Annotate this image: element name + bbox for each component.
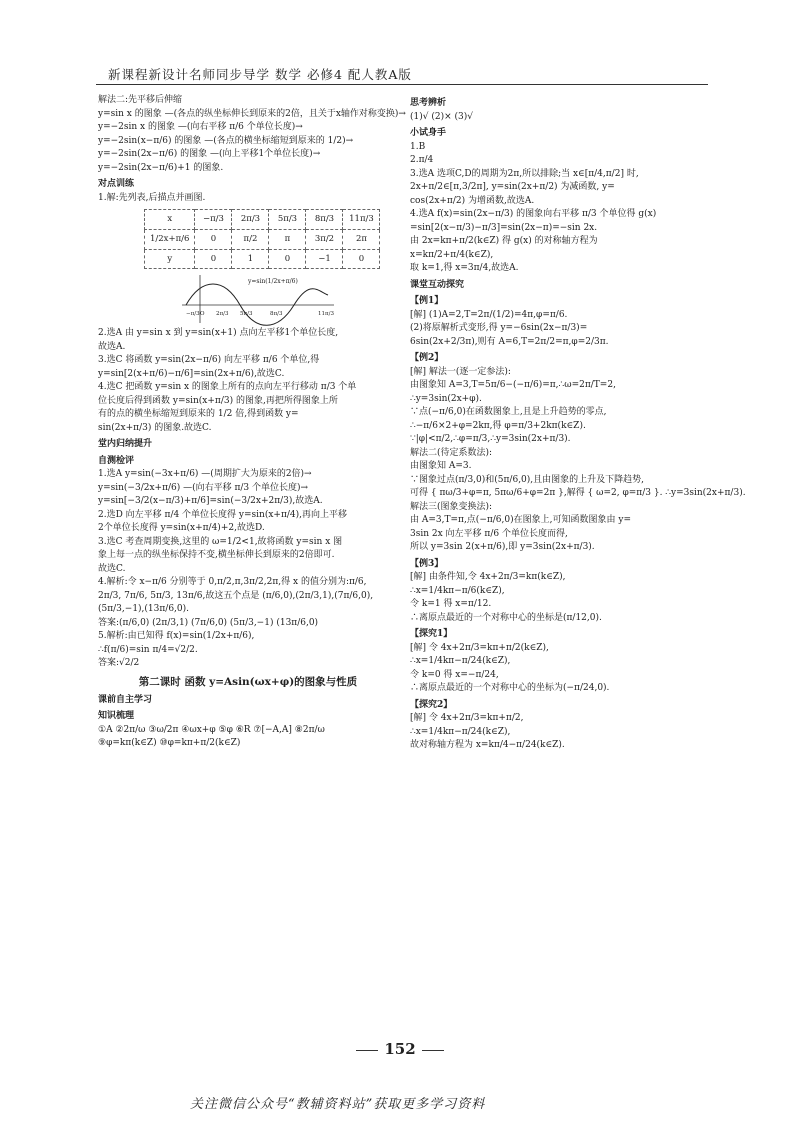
left-block-2 <box>98 327 398 671</box>
text-line: 小试身手 <box>410 128 447 138</box>
text-line: [解] 由条件知,令 4x+2π/3=kπ(k∈Z), <box>410 572 566 582</box>
table-cell: 8π/3 <box>306 210 343 230</box>
left-block-3 <box>98 694 398 751</box>
text-line: cos(2x+π/2) 为增函数,故选A. <box>410 195 535 206</box>
text-line: ∴x=1/4kπ−π/6(k∈Z), <box>410 585 505 596</box>
text-line: 象上每一点的纵坐标保持不变,横坐标伸长到原来的2倍即可. <box>98 550 335 561</box>
text-line: 4.选A f(x)=sin(2x−π/3) 的图象向右平移 π/3 个单位得 g(x) <box>410 209 657 219</box>
text-line: 由图象知 A=3,T=5π/6−(−π/6)=π,∴ω=2π/T=2, <box>410 380 616 390</box>
right-block <box>410 97 746 753</box>
text-line: 1.B <box>410 141 426 152</box>
text-line: 3.选A 选项C,D的周期为2π,所以排除;当 x∈[π/4,π/2] 时, <box>410 168 639 179</box>
header-rule <box>96 84 708 85</box>
text-line: 知识梳理 <box>98 711 135 721</box>
text-line: 5.解析:由已知得 f(x)=sin(1/2x+π/6), <box>98 631 255 642</box>
text-line: ∴−π/6×2+φ=2kπ,得 φ=π/3+2kπ(k∈Z). <box>410 420 586 431</box>
text-line: 由图象知 A=3. <box>410 461 472 471</box>
table-cell: π <box>269 229 306 249</box>
text-line: 故选A. <box>98 341 126 352</box>
text-line: y=sin(−3/2x+π/6) —(向右平移 π/3 个单位长度)→ <box>98 482 309 493</box>
text-line: y=sin[−3/2(x−π/3)+π/6]=sin(−3/2x+2π/3),故选A. <box>98 496 323 507</box>
text-line: [解] (1)A=2,T=2π/(1/2)=4π,φ=π/6. <box>410 309 568 320</box>
table-row <box>145 249 380 269</box>
table-cell: 2π/3 <box>232 210 269 230</box>
table-cell: 0 <box>195 249 232 269</box>
text-line: 所以 y=3sin 2(x+π/6),即 y=3sin(2x+π/3). <box>410 542 595 552</box>
text-line: 答案:√2/2 <box>98 658 140 669</box>
text-line: 2.选D 向左平移 π/4 个单位长度得 y=sin(x+π/4),再向上平移 <box>98 509 348 520</box>
running-header: 新课程新设计名师同步导学 数学 必修4 配人教A版 <box>108 67 412 82</box>
text-line: 【探究2】 <box>410 699 453 710</box>
text-line: y=sin[2(x+π/6)−π/6]=sin(2x+π/6),故选C. <box>98 368 285 379</box>
text-line: 2.选A 由 y=sin x 到 y=sin(x+1) 点向左平移1个单位长度, <box>98 328 339 339</box>
text-line: ∵|φ|<π/2,∴φ=π/3,∴y=3sin(2x+π/3). <box>410 434 571 444</box>
text-line: y=−2sin(2x−π/6)+1 的图象. <box>98 162 224 173</box>
section-title: 第二课时 函数 y=Asin(ωx+φ)的图象与性质 <box>138 675 358 688</box>
graph-label: y=sin(1/2x+π/6) <box>248 278 298 286</box>
left-column <box>98 94 406 751</box>
text-line: y=−2sin(2x−π/6) 的图象 —(向上平移1个单位长度)→ <box>98 149 321 159</box>
text-line: 由 2x=kπ+π/2(k∈Z) 得 g(x) 的对称轴方程为 <box>410 236 598 246</box>
text-line: 解法二:先平移后伸缩 <box>98 95 183 105</box>
text-line: 【例1】 <box>410 296 444 306</box>
text-line: 由 A=3,T=π,点(−π/6,0)在图象上,可知函数图象由 y= <box>410 515 631 525</box>
table-cell: y <box>145 249 195 269</box>
text-line: 6sin(2x+2/3π),则有 A=6,T=2π/2=π,φ=2/3π. <box>410 336 609 347</box>
table-cell: 0 <box>343 249 380 269</box>
text-line: ⑨φ=kπ(k∈Z) ⑩φ=kπ+π/2(k∈Z) <box>98 738 241 748</box>
text-line: 对点训练 <box>98 179 135 189</box>
right-column <box>410 94 746 753</box>
text-line: 3sin 2x 向左平移 π/6 个单位长度而得, <box>410 528 568 539</box>
text-line: 2π/3, 7π/6, 5π/3, 13π/6,故这五个点是 (π/6,0),(2π/3,1),(7π/6,0), <box>98 590 374 601</box>
text-line: ∴f(π/6)=sin π/4=√2/2. <box>98 644 198 655</box>
table-cell: π/2 <box>232 229 269 249</box>
text-line: 位长度后得到函数 y=sin(x+π/3) 的图象,再把所得图象上所 <box>98 395 338 406</box>
text-line: 可得 { πω/3+φ=π, 5πω/6+φ=2π },解得 { ω=2, φ=π/3 }. ∴y=3sin(2x+π/3). <box>410 488 746 498</box>
page-number: 152 <box>350 1038 450 1061</box>
text-line: 2.π/4 <box>410 155 434 165</box>
text-line: 思考辨析 <box>410 98 447 108</box>
tick-label: 8π/3 <box>270 311 283 318</box>
sine-graph <box>178 273 338 325</box>
text-line: ∵图象过点(π/3,0)和(5π/6,0),且由图象的上升及下降趋势, <box>410 474 645 485</box>
value-table <box>144 209 380 269</box>
text-line: 故选C. <box>98 563 126 574</box>
tick-label: O <box>200 311 205 318</box>
text-line: 堂内归纳提升 <box>98 439 153 450</box>
footer-note: 关注微信公众号“教辅资料站”获取更多学习资料 <box>190 1097 486 1112</box>
tick-label: 2π/3 <box>216 311 229 318</box>
text-line: 取 k=1,得 x=3π/4,故选A. <box>410 263 519 273</box>
text-line: y=−2sin x 的图象 —(向右平移 π/6 个单位长度)→ <box>98 122 303 132</box>
text-line: 令 k=1 得 x=π/12. <box>410 599 492 609</box>
table-cell: 11π/3 <box>343 210 380 230</box>
table-cell: 2π <box>343 229 380 249</box>
text-line: ∴离原点最近的一个对称中心的坐标为(−π/24,0). <box>410 683 610 693</box>
table-cell: −π/3 <box>195 210 232 230</box>
text-line: 【例3】 <box>410 558 444 569</box>
text-line: x=kπ/2+π/4(k∈Z), <box>410 249 494 260</box>
text-line: 自测检评 <box>98 455 135 466</box>
text-line: ∴x=1/4kπ−π/24(k∈Z), <box>410 726 511 737</box>
table-cell: x <box>145 210 195 230</box>
text-line: 3.选C 将函数 y=sin(2x−π/6) 向左平移 π/6 个单位,得 <box>98 355 320 366</box>
text-line: ∴y=3sin(2x+φ). <box>410 393 482 404</box>
table-cell: 5π/3 <box>269 210 306 230</box>
table-cell: 1 <box>232 249 269 269</box>
text-line: y=sin x 的图象 —(各点的纵坐标伸长到原来的2倍，且关于x轴作对称变换)→ <box>98 108 406 119</box>
text-line: 故对称轴方程为 x=kπ/4−π/24(k∈Z). <box>410 740 565 750</box>
text-line: (2)将原解析式变形,得 y=−6sin(2x−π/3)= <box>410 323 588 333</box>
text-line: 【例2】 <box>410 353 444 363</box>
text-line: (5π/3,−1),(13π/6,0). <box>98 604 190 615</box>
tick-label: −π/3 <box>186 311 200 318</box>
text-line: ∴离原点最近的一个对称中心的坐标是(π/12,0). <box>410 612 602 623</box>
text-line: 4.选C 把函数 y=sin x 的图象上所有的点向左平行移动 π/3 个单 <box>98 382 357 393</box>
text-line: 答案:(π/6,0) (2π/3,1) (7π/6,0) (5π/3,−1) (13π/6,0) <box>98 617 319 628</box>
table-row <box>145 229 380 249</box>
text-line: 4.解析:令 x−π/6 分别等于 0,π/2,π,3π/2,2π,得 x 的值分别为:π/6, <box>98 577 367 588</box>
text-line: ∴x=1/4kπ−π/24(k∈Z), <box>410 656 511 666</box>
table-cell: −1 <box>306 249 343 269</box>
text-line: 【探究1】 <box>410 629 453 639</box>
left-block-1 <box>98 94 406 205</box>
text-line: 有的点的横坐标缩短到原来的 1/2 倍,得到函数 y= <box>98 409 299 420</box>
text-line: 3.选C 考查周期变换,这里的 ω=1/2<1,故将函数 y=sin x 图 <box>98 536 343 547</box>
text-line: 令 k=0 得 x=−π/24, <box>410 669 499 680</box>
text-line: 2个单位长度得 y=sin(x+π/4)+2,故选D. <box>98 523 265 534</box>
text-line: ∵点(−π/6,0)在函数图象上,且是上升趋势的零点, <box>410 407 607 417</box>
tick-label: 5π/3 <box>240 311 253 318</box>
text-line: sin(2x+π/3) 的图象.故选C. <box>98 422 212 433</box>
text-line: 课前自主学习 <box>98 694 153 705</box>
text-line: [解] 令 4x+2π/3=kπ+π/2(k∈Z), <box>410 642 549 653</box>
text-line: 1.解:先列表,后描点并画图. <box>98 192 206 203</box>
text-line: 1.选A y=sin(−3x+π/6) —(周期扩大为原来的2倍)→ <box>98 469 312 480</box>
graph-ticks <box>186 311 334 317</box>
table-cell: 0 <box>195 229 232 249</box>
text-line: =sin[2(x−π/3)−π/3]=sin(2x−π)=−sin 2x. <box>410 222 598 233</box>
table-row <box>145 210 380 230</box>
text-line: [解] 解法一(逐一定参法): <box>410 366 511 377</box>
text-line: ①A ②2π/ω ③ω/2π ④ωx+φ ⑤φ ⑥R ⑦[−A,A] ⑧2π/ω <box>98 724 325 735</box>
table-cell: 3π/2 <box>306 229 343 249</box>
text-line: 课堂互动探究 <box>410 279 465 290</box>
text-line: [解] 令 4x+2π/3=kπ+π/2, <box>410 713 524 723</box>
tick-label: 11π/3 <box>318 311 334 318</box>
text-line: 解法三(图象变换法): <box>410 501 493 512</box>
text-line: y=−2sin(x−π/6) 的图象 —(各点的横坐标缩短到原来的 1/2)→ <box>98 135 354 146</box>
text-line: 解法二(待定系数法): <box>410 447 493 458</box>
text-line: 2x+π/2∈[π,3/2π], y=sin(2x+π/2) 为减函数, y= <box>410 182 615 192</box>
table-cell: 0 <box>269 249 306 269</box>
text-line: (1)√ (2)× (3)√ <box>410 111 473 122</box>
table-cell: 1/2x+π/6 <box>145 229 195 249</box>
